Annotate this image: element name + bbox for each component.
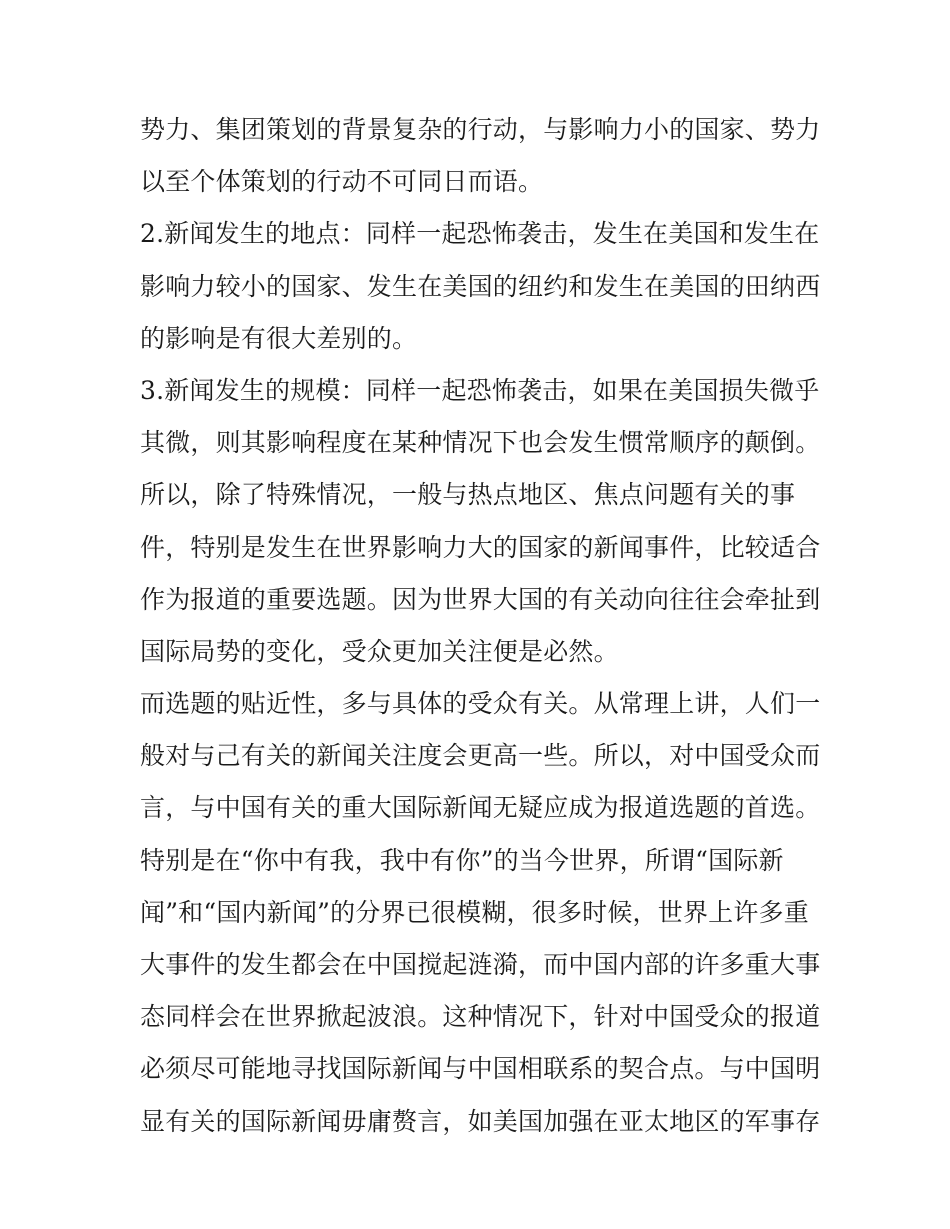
text-line: 的影响是有很大差别的。 — [140, 323, 418, 353]
text-line: 特别是在“你中有我，我中有你”的当今世界，所谓“国际新 — [140, 845, 784, 875]
text-line: 大事件的发生都会在中国搅起涟漪，而中国内部的许多重大事 — [140, 950, 821, 979]
text-line: 作为报道的重要选题。因为世界大国的有关动向往往会牵扯到 — [140, 584, 821, 614]
text-line: 言，与中国有关的重大国际新闻无疑应成为报道选题的首选。 — [140, 793, 821, 823]
text-line: 必须尽可能地寻找国际新闻与中国相联系的契合点。与中国明 — [140, 1054, 821, 1084]
text-line: 闻”和“国内新闻”的分界已很模糊，很多时候，世界上许多重 — [140, 897, 809, 927]
text-line: 件，特别是发生在世界影响力大的国家的新闻事件，比较适合 — [140, 532, 821, 562]
text-line: 影响力较小的国家、发生在美国的纽约和发生在美国的田纳西 — [140, 271, 821, 301]
text-line: 般对与己有关的新闻关注度会更高一些。所以，对中国受众而 — [140, 741, 821, 771]
text-line: 势力、集团策划的背景复杂的行动，与影响力小的国家、势力 — [140, 115, 821, 144]
text-line: 态同样会在世界掀起波浪。这种情况下，针对中国受众的报道 — [140, 1002, 821, 1032]
text-line: 2.新闻发生的地点：同样一起恐怖袭击，发生在美国和发生在 — [140, 219, 820, 249]
text-line: 以至个体策划的行动不可同日而语。 — [140, 167, 544, 197]
text-line: 国际局势的变化，受众更加关注便是必然。 — [140, 636, 619, 666]
text-line: 显有关的国际新闻毋庸赘言，如美国加强在亚太地区的军事存 — [140, 1106, 821, 1136]
text-line: 而选题的贴近性，多与具体的受众有关。从常理上讲，人们一 — [140, 689, 821, 719]
document-body — [140, 104, 820, 1148]
text-line: 其微，则其影响程度在某种情况下也会发生惯常顺序的颠倒。 — [140, 428, 821, 458]
text-line: 所以，除了特殊情况，一般与热点地区、焦点问题有关的事 — [140, 480, 796, 510]
text-line: 3.新闻发生的规模：同样一起恐怖袭击，如果在美国损失微乎 — [140, 375, 820, 405]
